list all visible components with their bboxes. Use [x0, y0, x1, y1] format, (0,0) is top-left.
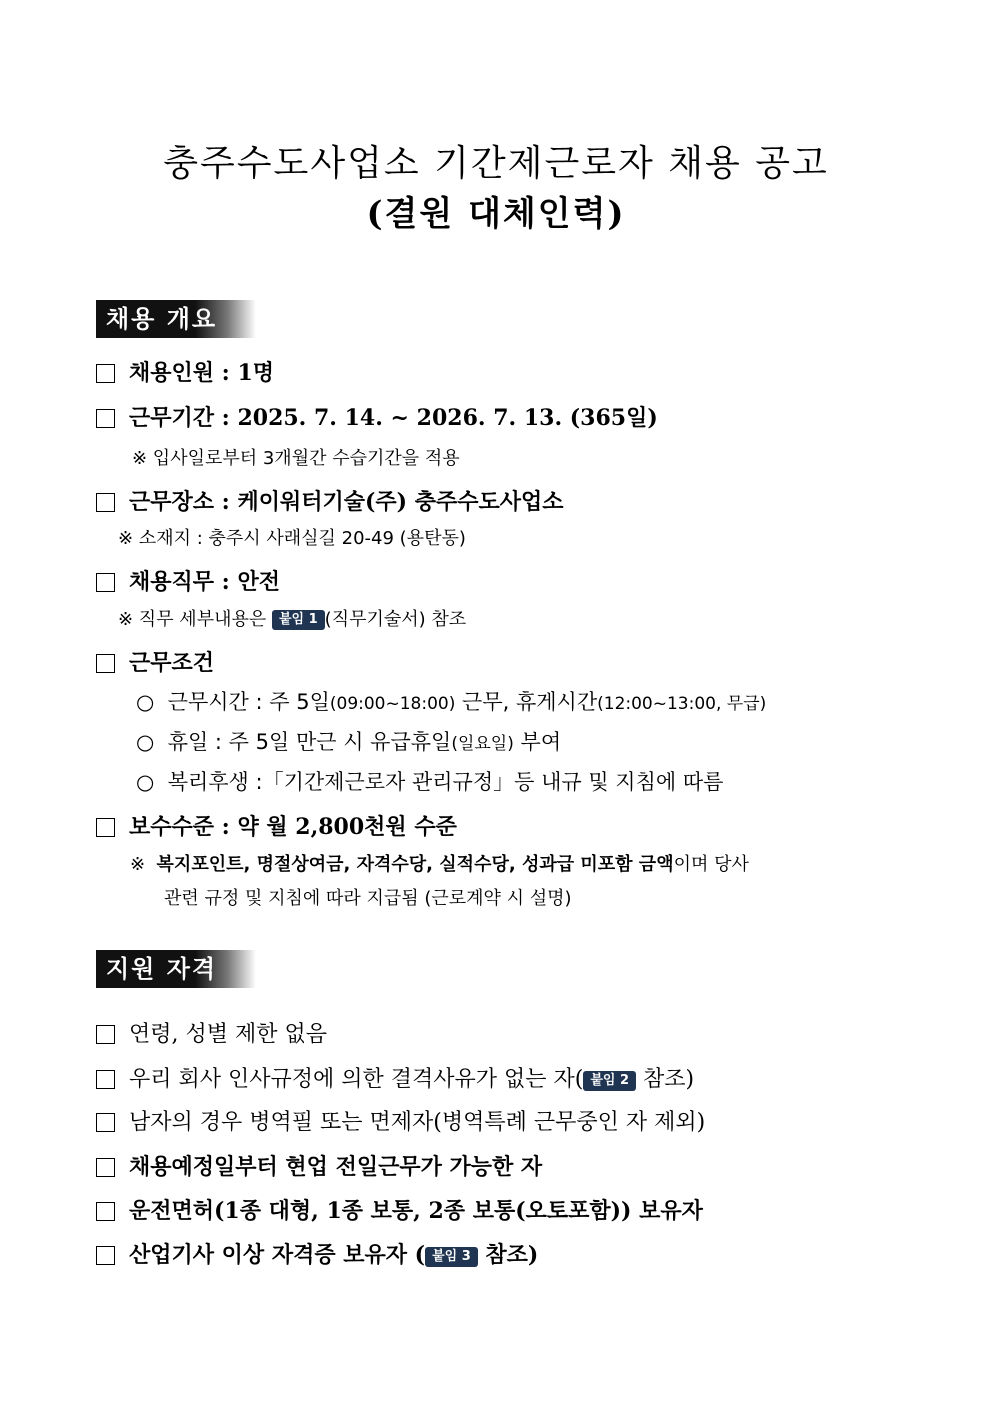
checkbox-square-icon [96, 1202, 115, 1221]
checkbox-square-icon [96, 409, 115, 428]
pay-note: ※ 복지포인트, 명절상여금, 자격수당, 실적수당, 성과급 미포함 금액이며 당사 [130, 854, 749, 875]
attachment-badge: 붙임 1 [272, 610, 325, 630]
section-heading-overview: 채용 개요 [96, 300, 256, 338]
checkbox-square-icon [96, 364, 115, 383]
checkbox-square-icon [96, 1246, 115, 1265]
place-item: 근무장소 : 케이워터기술(주) 충주수도사업소 [96, 487, 952, 517]
job-note: ※ 직무 세부내용은 붙임 1 (직무기술서) 참조 [118, 609, 467, 630]
checkbox-square-icon [96, 654, 115, 673]
period-item: 근무기간 : 2025. 7. 14. ~ 2026. 7. 13. (365일) [96, 403, 952, 433]
checkbox-square-icon [96, 1025, 115, 1044]
conditions-item: 근무조건 [96, 648, 952, 678]
condition-line: ○ 복리후생 :「기간제근로자 관리규정」등 내규 및 지침에 따름 [136, 770, 724, 794]
checkbox-square-icon [96, 818, 115, 837]
attachment-badge: 붙임 3 [425, 1247, 478, 1267]
page-subtitle: (결원 대체인력) [366, 194, 626, 234]
qualification-item: 연령, 성별 제한 없음 [96, 1020, 952, 1050]
period-note: ※ 입사일로부터 3개월간 수습기간을 적용 [132, 448, 460, 469]
qualification-item: 우리 회사 인사규정에 의한 결격사유가 없는 자( 붙임 2 참조) [96, 1065, 952, 1095]
checkbox-square-icon [96, 1070, 115, 1089]
condition-line: ○ 휴일 : 주 5일 만근 시 유급휴일(일요일) 부여 [136, 730, 562, 754]
pay-note-line2: 관련 규정 및 지침에 따라 지급됨 (근로계약 시 설명) [164, 888, 572, 909]
checkbox-square-icon [96, 1158, 115, 1177]
qualification-item: 채용예정일부터 현업 전일근무가 가능한 자 [96, 1152, 952, 1182]
circle-bullet-icon: ○ [136, 770, 155, 794]
place-note: ※ 소재지 : 충주시 사래실길 20-49 (용탄동) [118, 528, 466, 549]
circle-bullet-icon: ○ [136, 730, 155, 754]
job-item: 채용직무 : 안전 [96, 567, 952, 597]
page-title: 충주수도사업소 기간제근로자 채용 공고 [163, 143, 829, 184]
checkbox-square-icon [96, 573, 115, 592]
qualification-item: 남자의 경우 병역필 또는 면제자(병역특례 근무중인 자 제외) [96, 1108, 952, 1138]
checkbox-square-icon [96, 1113, 115, 1132]
pay-item: 보수수준 : 약 월 2,800천원 수준 [96, 812, 952, 842]
qualification-item: 산업기사 이상 자격증 보유자 ( 붙임 3 참조) [96, 1240, 952, 1270]
headcount-item: 채용인원 : 1명 [96, 358, 952, 388]
condition-line: ○ 근무시간 : 주 5일(09:00~18:00) 근무, 휴게시간(12:00~13:00, 무급) [136, 690, 767, 714]
attachment-badge: 붙임 2 [583, 1071, 636, 1091]
qualification-item: 운전면허(1종 대형, 1종 보통, 2종 보통(오토포함)) 보유자 [96, 1196, 952, 1226]
section-heading-qualifications: 지원 자격 [96, 950, 256, 988]
checkbox-square-icon [96, 493, 115, 512]
circle-bullet-icon: ○ [136, 690, 155, 714]
